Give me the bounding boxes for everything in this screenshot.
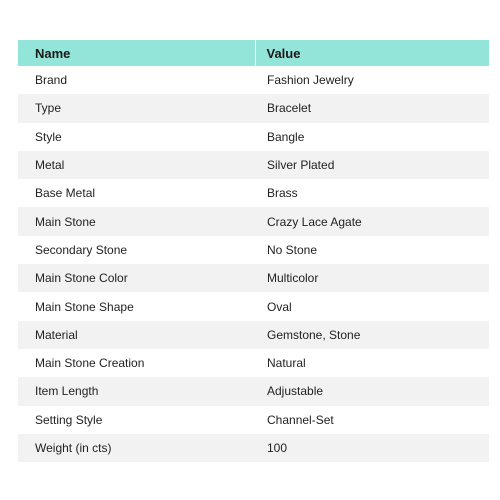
row-label: Secondary Stone (18, 236, 255, 264)
row-value: Fashion Jewelry (255, 66, 489, 94)
row-value: Silver Plated (255, 151, 489, 179)
table-body (18, 66, 489, 462)
table-row (18, 236, 489, 264)
table-row (18, 292, 489, 320)
row-value: Bangle (255, 123, 489, 151)
table-row (18, 264, 489, 292)
table-row (18, 207, 489, 235)
table-row (18, 123, 489, 151)
table-header (18, 40, 489, 66)
spec-table (18, 40, 489, 462)
row-label: Brand (18, 66, 255, 94)
row-label: Main Stone Shape (18, 292, 255, 320)
row-value: Adjustable (255, 377, 489, 405)
table-row (18, 94, 489, 122)
header-row (18, 40, 489, 66)
row-label: Main Stone (18, 207, 255, 235)
row-label: Main Stone Creation (18, 349, 255, 377)
row-label: Type (18, 94, 255, 122)
table-row (18, 66, 489, 94)
row-value: 100 (255, 434, 489, 462)
row-value: Gemstone, Stone (255, 321, 489, 349)
table-row (18, 179, 489, 207)
row-value: Brass (255, 179, 489, 207)
row-value: Crazy Lace Agate (255, 207, 489, 235)
table-row (18, 406, 489, 434)
row-label: Material (18, 321, 255, 349)
row-value: Bracelet (255, 94, 489, 122)
table-row (18, 151, 489, 179)
spec-table-container (18, 40, 489, 462)
row-value: Channel-Set (255, 406, 489, 434)
row-label: Base Metal (18, 179, 255, 207)
table-row (18, 349, 489, 377)
row-label: Item Length (18, 377, 255, 405)
column-header-value: Value (255, 40, 489, 66)
row-label: Weight (in cts) (18, 434, 255, 462)
row-label: Metal (18, 151, 255, 179)
table-row (18, 321, 489, 349)
column-header-name: Name (18, 40, 255, 66)
table-row (18, 434, 489, 462)
row-value: Multicolor (255, 264, 489, 292)
table-row (18, 377, 489, 405)
row-label: Style (18, 123, 255, 151)
row-label: Setting Style (18, 406, 255, 434)
row-value: No Stone (255, 236, 489, 264)
row-value: Natural (255, 349, 489, 377)
row-value: Oval (255, 292, 489, 320)
row-label: Main Stone Color (18, 264, 255, 292)
